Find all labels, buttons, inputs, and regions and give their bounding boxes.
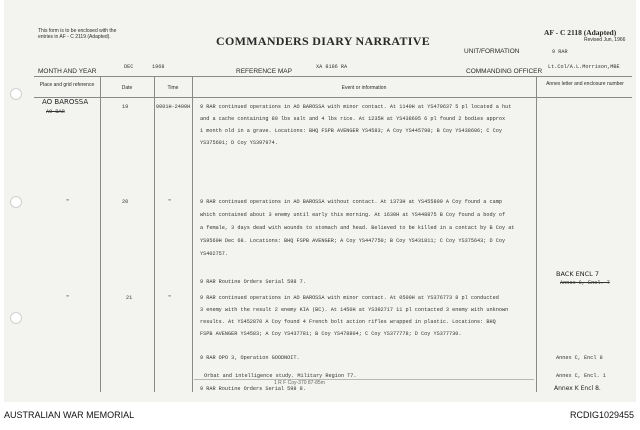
officer-label: COMMANDING OFFICER [466, 68, 543, 75]
form-notice: This form is to be enclosed with the entries in AF - C 2119 (Adapted). [38, 28, 117, 40]
column-divider [154, 76, 155, 392]
entry-line: 3 enemy with the result 2 enemy KIA (BC). At 1450H at YS392717 11 pl contacted 3 enemy with unknown [200, 307, 509, 313]
column-divider [536, 76, 537, 392]
col-header-annex: Annex letter and enclosure number [546, 81, 624, 87]
month-value: DEC [124, 64, 134, 70]
entry-line: 9 RAR continued operations in AO BAROSSA with minor contact. At 1140H at YS479637 5 pl located a hut [200, 104, 512, 110]
unit-value: 9 RAR [552, 49, 568, 55]
map-label: REFERENCE MAP [236, 68, 292, 75]
entry-time: 0001H-2400H [156, 104, 191, 110]
col-header-date: Date [121, 85, 133, 91]
annex-reference: Annex C, Encl 8 [556, 355, 603, 361]
entry-date: 19 [122, 104, 129, 110]
printer-line: 1 R F Coy-370 87-85m [274, 380, 325, 386]
entry-line: FSPB AVENGER YS4583; A Coy YS437781; B Coy YS478804; C Coy YS377778; D Coy YS377730. [200, 331, 462, 337]
entry-line: results. At YS452870 A Coy found 4 French bolt action rifles wrapped in plastic. Locations: BHQ [200, 319, 496, 325]
place-struck: AO BAR [46, 109, 65, 115]
entry-line: YS9560H Dec 68. Locations: BHQ FSPB AVENGER; A Coy YS447750; B Coy YS431811; C Coy YS375643; D Coy [200, 238, 506, 244]
col-header-time: Time [167, 85, 179, 91]
entry-line: a female, 3 days dead with wounds to stomach and head. Believed to be killed in a contact by B Coy at [200, 225, 515, 231]
punch-hole [10, 88, 22, 100]
officer-value: Lt.Col/A.L.Morrison,MBE [548, 64, 620, 70]
form-revised: Revised Jun, 1966 [584, 37, 626, 43]
ditto-mark: " [168, 295, 172, 301]
col-header-event: Event or information [341, 85, 387, 91]
entry-line: 9 RAR continued operations in AO BAROSSA without contact. At 1373H at YS455809 A Coy found a camp [200, 199, 502, 205]
entry-date: 21 [126, 295, 133, 301]
entry-line: 9 RAR Routine Orders Serial 598 7. [200, 279, 306, 285]
ditto-mark: " [66, 199, 70, 205]
unit-label: UNIT/FORMATION [464, 48, 520, 55]
footer-archive-name: AUSTRALIAN WAR MEMORIAL [4, 410, 135, 420]
footer-document-id: RCDIG1029455 [569, 410, 634, 420]
annex-handwritten: BACK ENCL 7 [556, 270, 599, 278]
ditto-mark: " [66, 295, 70, 301]
entry-date: 20 [122, 199, 129, 205]
column-divider [100, 76, 101, 392]
entry-line: Orbat and intelligence study. Military Region T7. [204, 373, 357, 379]
annex-handwritten: Annex K Encl 8. [554, 385, 601, 392]
header-rule [34, 76, 632, 77]
column-divider [192, 76, 193, 392]
entry-line: 9 RAR continued operations in AO BAROSSA with minor contact. At 0500H at YS376773 8 pl conducted [200, 295, 499, 301]
form-id: AF - C 2118 (Adapted) [544, 28, 617, 37]
typed-rule [194, 379, 534, 380]
month-label: MONTH AND YEAR [38, 68, 97, 75]
entry-line: 9 RAR Routine Orders Serial 598 8. [200, 386, 306, 392]
ditto-mark: " [168, 199, 172, 205]
entry-line: and a cache containing 80 lbs salt and 4 lbs rice. At 1235H at YS438605 6 pl found 2 bodies approx [200, 116, 506, 122]
col-header-place: Place and grid reference [39, 82, 95, 88]
column-header-rule [34, 97, 632, 98]
entry-line: which contained about 3 enemy until early this morning. At 1630H at YS448875 B Coy found a body of [200, 212, 506, 218]
entry-line: 1 month old in a grave. Locations: BHQ FSPB AVENGER YS4583; A Coy YS445798; B Coy YS438606; C Coy [200, 128, 502, 134]
punch-hole [10, 312, 22, 324]
page-title: COMMANDERS DIARY NARRATIVE [216, 34, 431, 48]
punch-hole [10, 196, 22, 208]
annex-reference: Annex C, Encl. 1 [556, 373, 606, 379]
year-value: 1968 [152, 64, 165, 70]
map-value: XA 8186 RA [316, 64, 348, 70]
diary-sheet [4, 0, 636, 402]
entry-line: 9 RAR OPO 3, Operation GOODNOIT. [200, 355, 300, 361]
entry-line: YS402757. [200, 251, 229, 257]
annex-struck: Annex C, Encl. 7 [560, 280, 610, 286]
place-handwritten: AO BAROSSA [42, 98, 89, 106]
entry-line: YS375601; D Coy YS397974. [200, 140, 278, 146]
